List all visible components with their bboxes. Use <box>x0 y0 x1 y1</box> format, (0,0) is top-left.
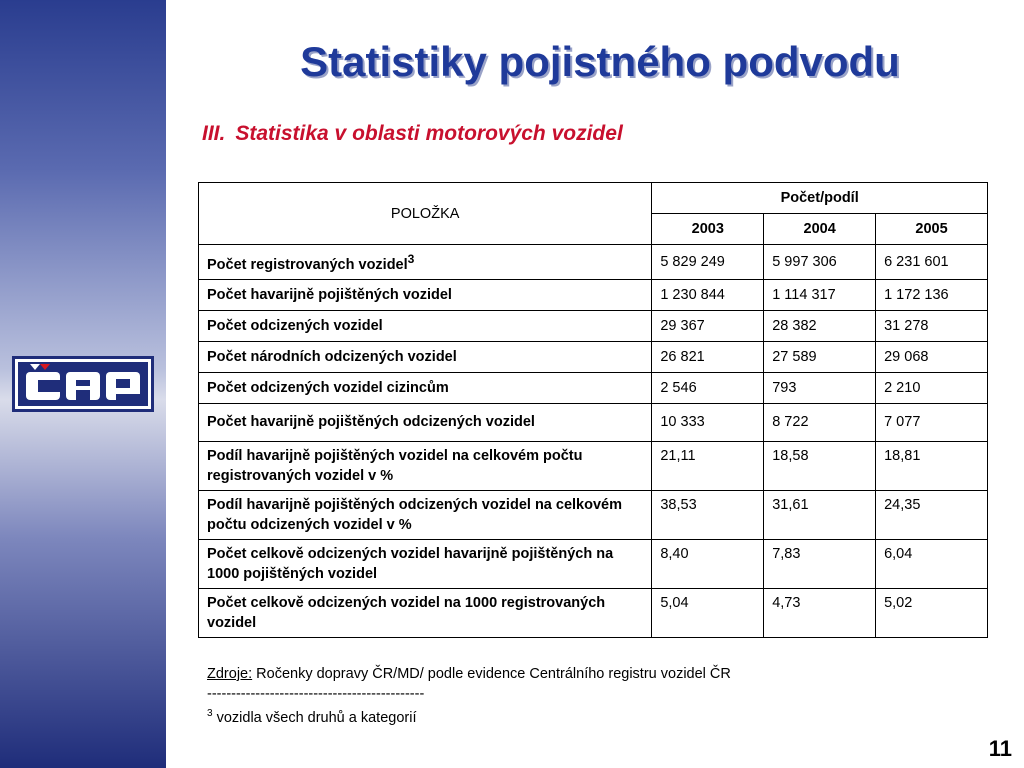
table-row <box>199 279 988 310</box>
cell-value: 8,40 <box>652 539 764 588</box>
header-group: Počet/podíl <box>652 183 988 214</box>
cell-value: 18,58 <box>764 441 876 490</box>
cell-value: 18,81 <box>876 441 988 490</box>
row-label: Počet registrovaných vozidel$^3$ <box>199 245 652 280</box>
source-line <box>207 664 731 684</box>
table-row <box>199 403 988 441</box>
header-item: POLOŽKA <box>199 183 652 245</box>
table-row <box>199 539 988 588</box>
cell-value: 5,02 <box>876 588 988 637</box>
source-text: Ročenky dopravy ČR/MD/ podle evidence Centrálního registru vozidel ČR <box>252 666 731 682</box>
section-title: Statistika v oblasti motorových vozidel <box>235 122 623 145</box>
cell-value: 1 172 136 <box>876 279 988 310</box>
cell-value: 31,61 <box>764 490 876 539</box>
header-year-2004: 2004 <box>764 214 876 245</box>
cap-logo <box>12 356 154 412</box>
cell-value: 8 722 <box>764 403 876 441</box>
footnote-text: vozidla všech druhů a kategorií <box>212 709 417 726</box>
cell-value: 27 589 <box>764 341 876 372</box>
header-year-2005: 2005 <box>876 214 988 245</box>
cell-value: 29 367 <box>652 310 764 341</box>
source-label: Zdroje: <box>207 666 253 682</box>
cell-value: 24,35 <box>876 490 988 539</box>
table-row <box>199 490 988 539</box>
row-label: Počet národních odcizených vozidel <box>199 341 652 372</box>
cell-value: 793 <box>764 372 876 403</box>
cell-value: 2 210 <box>876 372 988 403</box>
footnote-number: 3 <box>207 708 213 719</box>
cell-value: 21,11 <box>652 441 764 490</box>
row-label: Počet havarijně pojištěných odcizených vozidel <box>199 403 652 441</box>
table-row <box>199 372 988 403</box>
row-label: Podíl havarijně pojištěných odcizených vozidel na celkovém počtu odcizených vozidel v % <box>199 490 652 539</box>
row-label: Počet celkově odcizených vozidel havarijně pojištěných na 1000 pojištěných vozidel <box>199 539 652 588</box>
table-row <box>199 441 988 490</box>
row-label: Počet odcizených vozidel <box>199 310 652 341</box>
footer-notes <box>207 664 731 728</box>
table-row <box>199 588 988 637</box>
cell-value: 31 278 <box>876 310 988 341</box>
section-number: III. <box>202 122 226 145</box>
page-number: 11 <box>988 736 1012 761</box>
cell-value: 29 068 <box>876 341 988 372</box>
cell-value: 6 231 601 <box>876 245 988 280</box>
footnote-line <box>207 704 731 728</box>
cell-value: 7,83 <box>764 539 876 588</box>
footnote-ref: 3 <box>407 252 415 266</box>
statistics-table <box>198 182 988 638</box>
table-row <box>199 245 988 280</box>
cell-value: 7 077 <box>876 403 988 441</box>
page-title: Statistiky pojistného podvodu <box>300 38 900 85</box>
cell-value: 10 333 <box>652 403 764 441</box>
footnote-divider: --------------------------------------------- <box>207 686 425 702</box>
cell-value: 2 546 <box>652 372 764 403</box>
cell-value: 4,73 <box>764 588 876 637</box>
section-subtitle <box>202 122 623 146</box>
cell-value: 6,04 <box>876 539 988 588</box>
cell-value: 5 997 306 <box>764 245 876 280</box>
cell-value: 5 829 249 <box>652 245 764 280</box>
cell-value: 5,04 <box>652 588 764 637</box>
row-label: Počet odcizených vozidel cizincům <box>199 372 652 403</box>
header-year-2003: 2003 <box>652 214 764 245</box>
row-label: Počet havarijně pojištěných vozidel <box>199 279 652 310</box>
cell-value: 28 382 <box>764 310 876 341</box>
cell-value: 1 114 317 <box>764 279 876 310</box>
table-row <box>199 341 988 372</box>
row-label: Počet celkově odcizených vozidel na 1000 registrovaných vozidel <box>199 588 652 637</box>
row-label: Podíl havarijně pojištěných vozidel na celkovém počtu registrovaných vozidel v % <box>199 441 652 490</box>
cell-value: 38,53 <box>652 490 764 539</box>
table-row <box>199 310 988 341</box>
cell-value: 26 821 <box>652 341 764 372</box>
cell-value: 1 230 844 <box>652 279 764 310</box>
